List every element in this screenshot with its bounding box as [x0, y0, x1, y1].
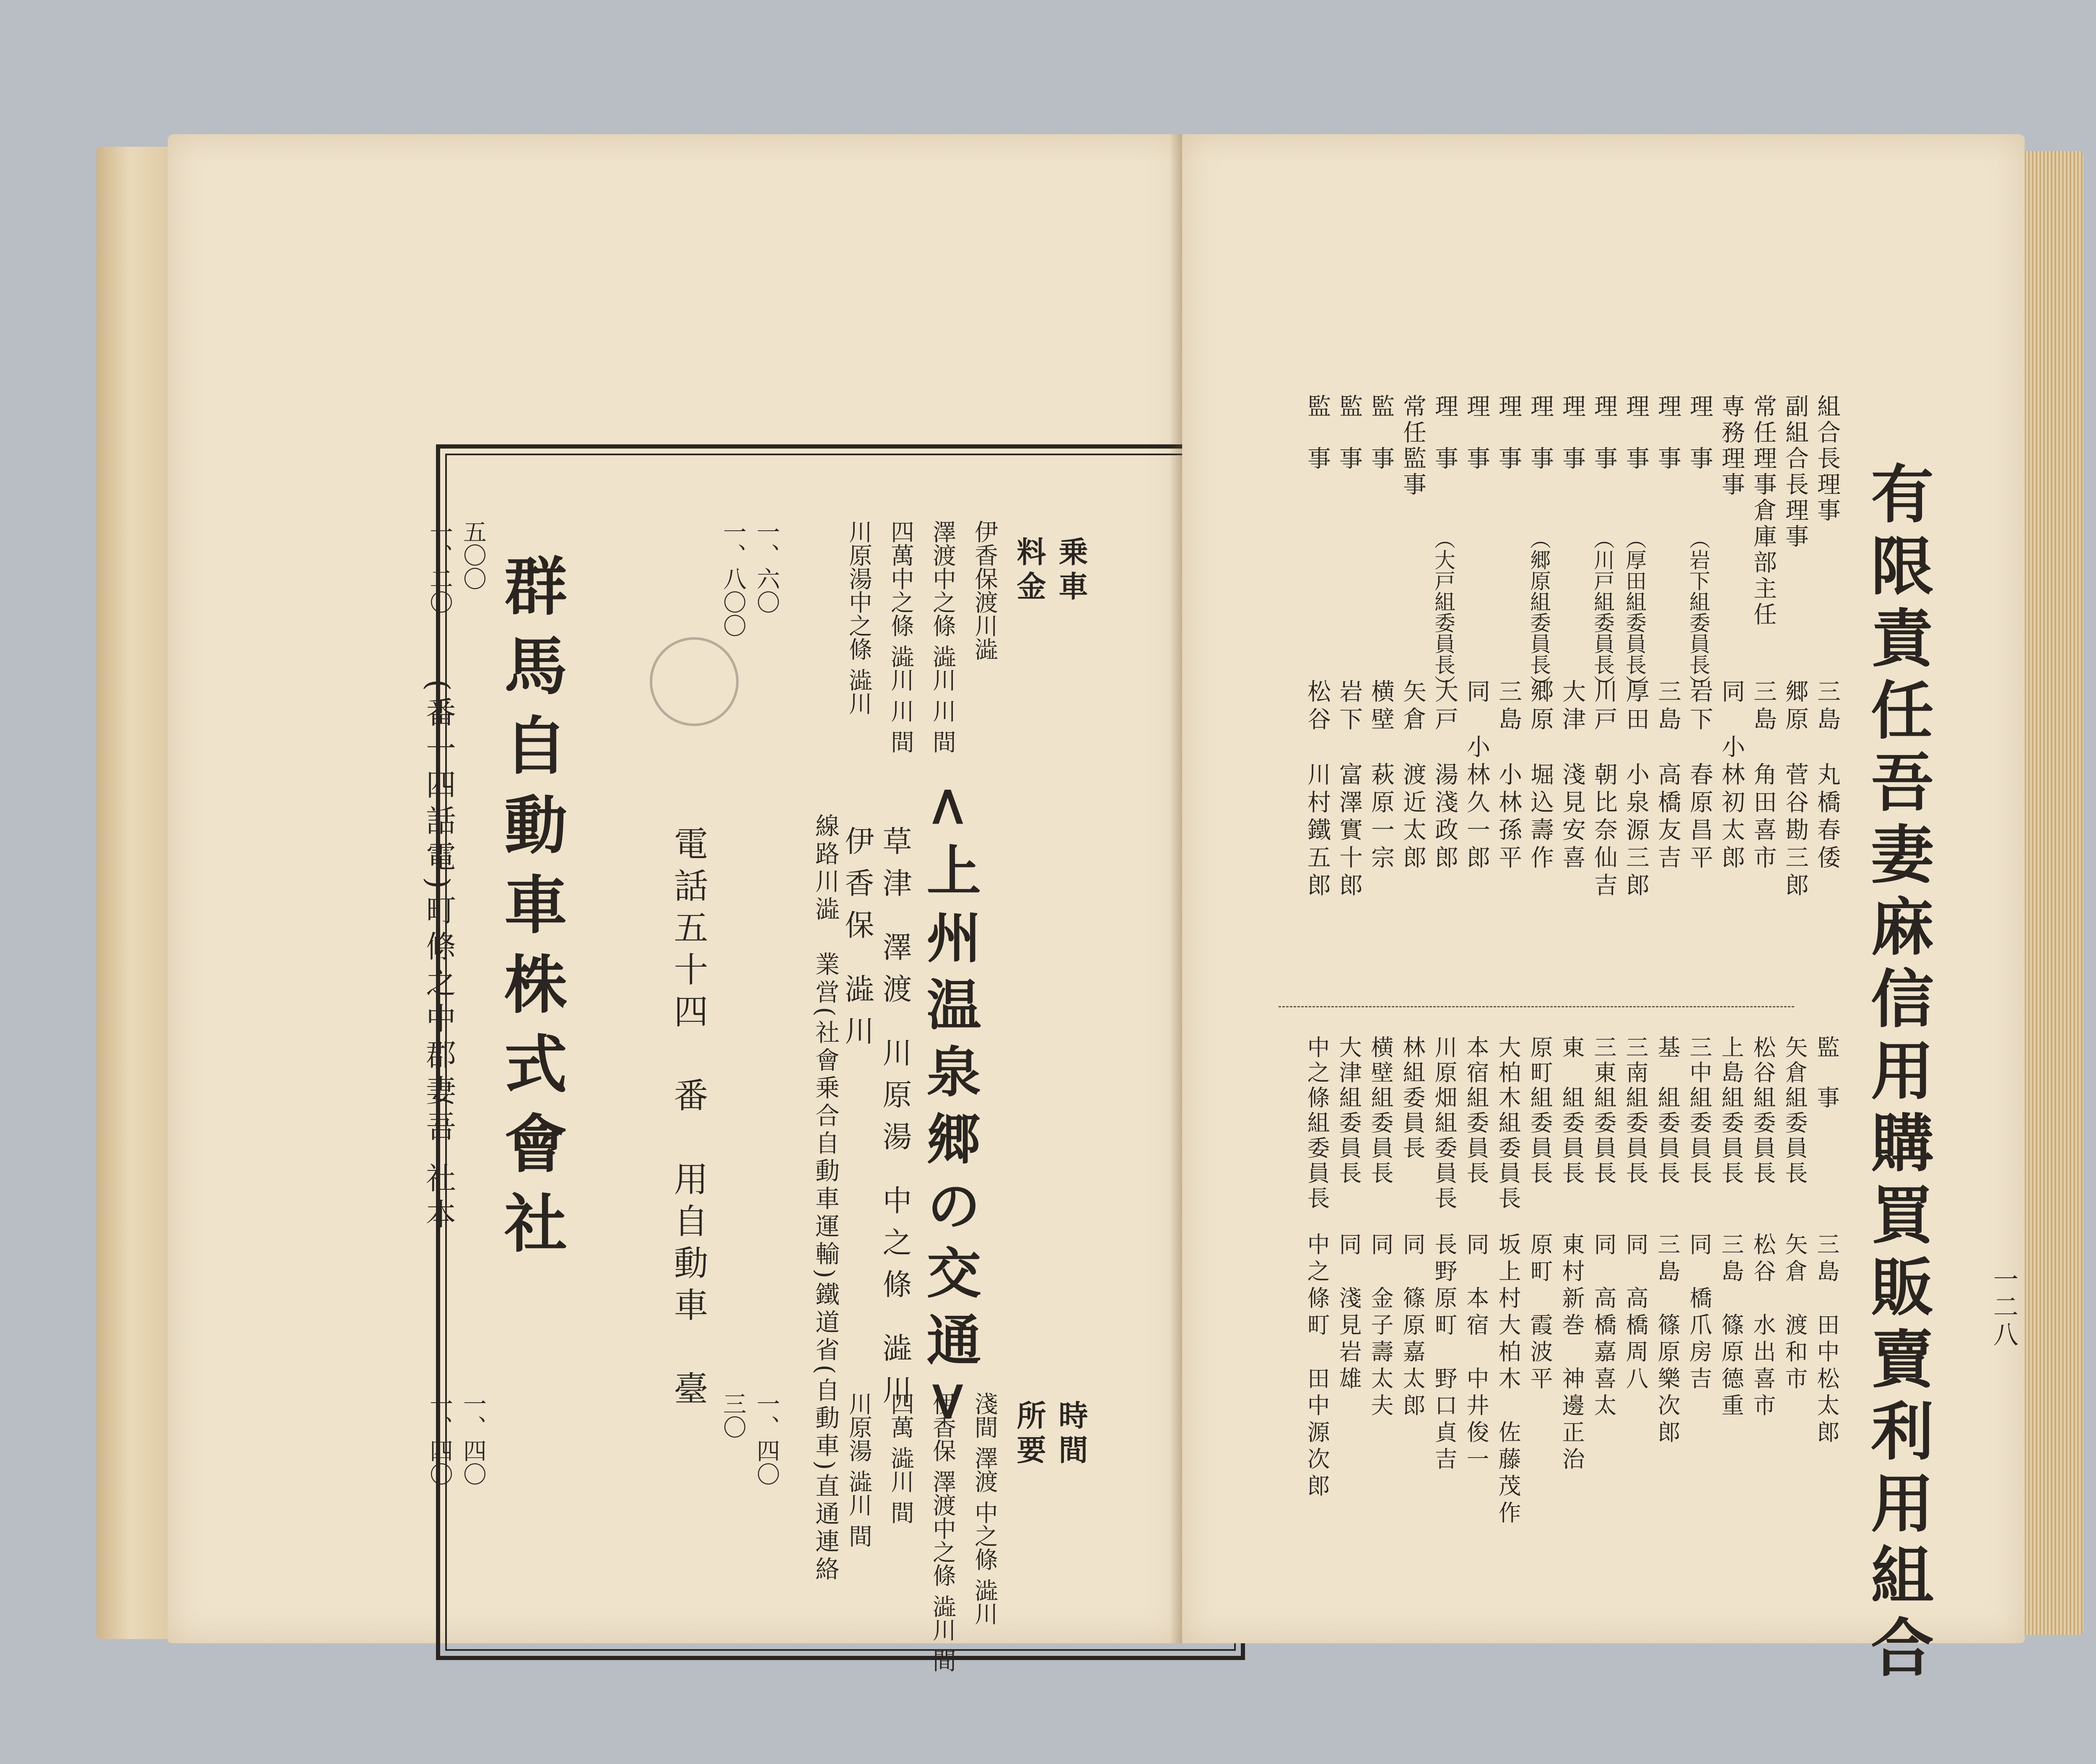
time-col-1-value: 一、四〇 [753, 1392, 780, 1486]
roster-name: 矢倉 渡近太郎 [1399, 679, 1427, 873]
roster-note: （厚田組委員長） [1622, 528, 1647, 696]
fare-col-4-label: 川原湯中之條 澁川 [845, 520, 872, 715]
roster-role: 理 事 [1622, 394, 1650, 472]
roster-name: 同 小林初太郎 [1718, 679, 1745, 873]
roster-name: 三島 小林孫平 [1495, 679, 1522, 873]
section-divider [1279, 1006, 1794, 1010]
roster-name: 同 篠原嘉太郎 [1399, 1232, 1426, 1420]
time-col-2-value: 三〇 [719, 1392, 747, 1439]
fare-col-3-value: 五〇〇 [459, 520, 487, 590]
roster-role: 理 事 [1686, 394, 1713, 472]
roster-name: 同 高橋周八 [1622, 1232, 1649, 1393]
roster-name: 原町 霞波平 [1527, 1232, 1553, 1393]
right-page [1182, 134, 2025, 1687]
service-line: 線路川澁 業営(社會乗合自動車運輸)鐵道省(自動車)直通連絡 [811, 813, 840, 1584]
roster-role: 原町組委員長 [1527, 1035, 1553, 1186]
roster-name: 大津 淺見安喜 [1559, 679, 1586, 873]
page-number: 一二八 [1989, 1266, 2018, 1349]
roster-role: 大柏木組委員長 [1495, 1035, 1521, 1211]
roster-role: 矢倉組委員長 [1782, 1035, 1808, 1186]
time-subtitle: 所要 [1012, 1400, 1047, 1469]
roster-name: 大戸 湯淺政郎 [1431, 679, 1458, 873]
roster-role: 東 組委員長 [1559, 1035, 1585, 1186]
roster-role: 理 事 [1431, 394, 1458, 472]
fare-col-1-value: 一、六〇 [753, 520, 780, 614]
route-title: <上州温泉郷の交通> [918, 784, 982, 1437]
roster-role: 常任監事 [1399, 394, 1427, 498]
right-page-edges [2021, 151, 2083, 1635]
roster-name: 三島 丸橋春倭 [1813, 679, 1841, 873]
time-col-3-value: 一、四〇 [459, 1392, 487, 1486]
company-logo-seal [650, 637, 739, 726]
roster-role: 本宿組委員長 [1463, 1035, 1489, 1186]
roster-role: 常任理事倉庫部主任 [1750, 394, 1777, 628]
fare-col-4-value: 一、二〇 [426, 520, 453, 614]
roster-role: 林組委員長 [1399, 1035, 1426, 1161]
roster-role: 理 事 [1463, 394, 1490, 472]
roster-role: 監 事 [1813, 1035, 1840, 1111]
roster-name: 三島 篠原樂次郎 [1654, 1232, 1681, 1447]
roster-role: 理 事 [1559, 394, 1586, 472]
roster-name: 同 本宿 中井俊一 [1463, 1232, 1489, 1474]
fare-title: 料金 [1012, 537, 1047, 605]
roster-name: 三島 角田喜市 [1750, 679, 1777, 873]
time-title: 時間 [1054, 1400, 1089, 1469]
roster-role: 基 組委員長 [1654, 1035, 1681, 1186]
roster-role: 理 事 [1654, 394, 1681, 472]
roster-role: 監 事 [1304, 394, 1331, 472]
roster-name: 横壁 萩原一宗 [1367, 679, 1395, 873]
roster-role: 三中組委員長 [1686, 1035, 1712, 1186]
roster-name: 同 橋爪房吉 [1686, 1232, 1712, 1393]
fare-col-2-label: 澤渡中之條 澁川 川 間 [929, 520, 956, 754]
roster-name: 坂上村大柏木 佐藤茂作 [1495, 1232, 1521, 1528]
roster-name: 長野原町 野口貞吉 [1431, 1232, 1458, 1474]
roster-name: 三島 田中松太郎 [1813, 1232, 1840, 1447]
roster-note: （大戸組委員長） [1431, 528, 1455, 696]
roster-name: 矢倉 渡和市 [1782, 1232, 1808, 1393]
time-col-1-label: 淺間 澤渡 中之條 澁川 [971, 1392, 998, 1626]
roster-role: 川原畑組委員長 [1431, 1035, 1458, 1211]
roster-name: 厚田 小泉源三郎 [1622, 679, 1650, 900]
fare-col-3-label: 四萬中之條 澁川 川 間 [887, 520, 914, 754]
stations-row-a: 草津 澤渡 川原湯 中之條 澁川 [878, 826, 912, 1417]
roster-name: 川戸 朝比奈仙吉 [1590, 679, 1618, 900]
company-address: (番一四話電)町條之中郡妻吾 社本 [421, 679, 456, 1235]
time-col-4-value: 一、四〇 [426, 1392, 453, 1486]
open-book [96, 134, 2083, 1687]
roster-role: 三東組委員長 [1590, 1035, 1617, 1186]
roster-role: 監 事 [1367, 394, 1395, 472]
fare-subtitle: 乗車 [1054, 537, 1089, 605]
roster-name: 東村新巻 神邊正治 [1559, 1232, 1585, 1474]
time-col-4-label: 川原湯 澁川 間 [845, 1392, 872, 1548]
fare-col-1-label: 伊香保渡川澁 [971, 520, 998, 661]
roster-name: 同 高橋嘉喜太 [1590, 1232, 1617, 1420]
roster-role: 監 事 [1336, 394, 1363, 472]
roster-name: 三島 篠原德重 [1718, 1232, 1744, 1420]
roster-role: 横壁組委員長 [1367, 1035, 1394, 1186]
time-col-2-label: 伊香保 澤渡中之條 澁川 間 [929, 1392, 956, 1673]
phone-line: 電話五十四 番 用自動車 臺 [668, 826, 708, 1413]
roster-role: 理 事 [1527, 394, 1554, 472]
roster-role: 中之條組委員長 [1304, 1035, 1330, 1211]
time-col-3-label: 四萬 澁川 間 [887, 1392, 914, 1524]
company-name: 群馬自動車株式會社 [493, 553, 567, 1270]
stations-row-b: 伊香保 澁川 [840, 826, 874, 1058]
roster-role: 松谷組委員長 [1750, 1035, 1776, 1186]
roster-name: 郷原 菅谷勘三郎 [1782, 679, 1809, 900]
roster-name: 松谷 水出喜市 [1750, 1232, 1776, 1420]
roster-role: 三南組委員長 [1622, 1035, 1649, 1186]
association-title: 有限責任吾妻麻信用購買販賣利用組合 [1860, 461, 1934, 1687]
roster-role: 専務理事 [1718, 394, 1745, 498]
roster-role: 理 事 [1495, 394, 1522, 472]
roster-name: 中之條町 田中源次郎 [1304, 1232, 1330, 1501]
roster-role: 理 事 [1590, 394, 1618, 472]
roster-name: 三島 高橋友吉 [1654, 679, 1681, 873]
roster-name: 同 金子壽太夫 [1367, 1232, 1394, 1420]
roster-name: 岩下 富澤實十郎 [1336, 679, 1363, 900]
roster-note: （岩下組委員長） [1686, 528, 1710, 696]
roster-name: 松谷 川村鐵五郎 [1304, 679, 1331, 900]
roster-role: 副組合長理事 [1782, 394, 1809, 550]
roster-name: 郷原 堀込壽作 [1527, 679, 1554, 873]
fare-col-2-value: 一、八〇〇 [719, 520, 747, 637]
roster-name: 同 淺見岩雄 [1336, 1232, 1362, 1393]
roster-name: 同 小林久一郎 [1463, 679, 1490, 873]
roster-role: 組合長理事 [1813, 394, 1841, 524]
left-page [168, 134, 1182, 1673]
roster-role: 上島組委員長 [1718, 1035, 1744, 1186]
roster-name: 岩下 春原昌平 [1686, 679, 1713, 873]
roster-note: （川戸組委員長） [1590, 528, 1615, 696]
roster-note: （郷原組委員長） [1527, 528, 1551, 696]
roster-role: 大津組委員長 [1336, 1035, 1362, 1186]
